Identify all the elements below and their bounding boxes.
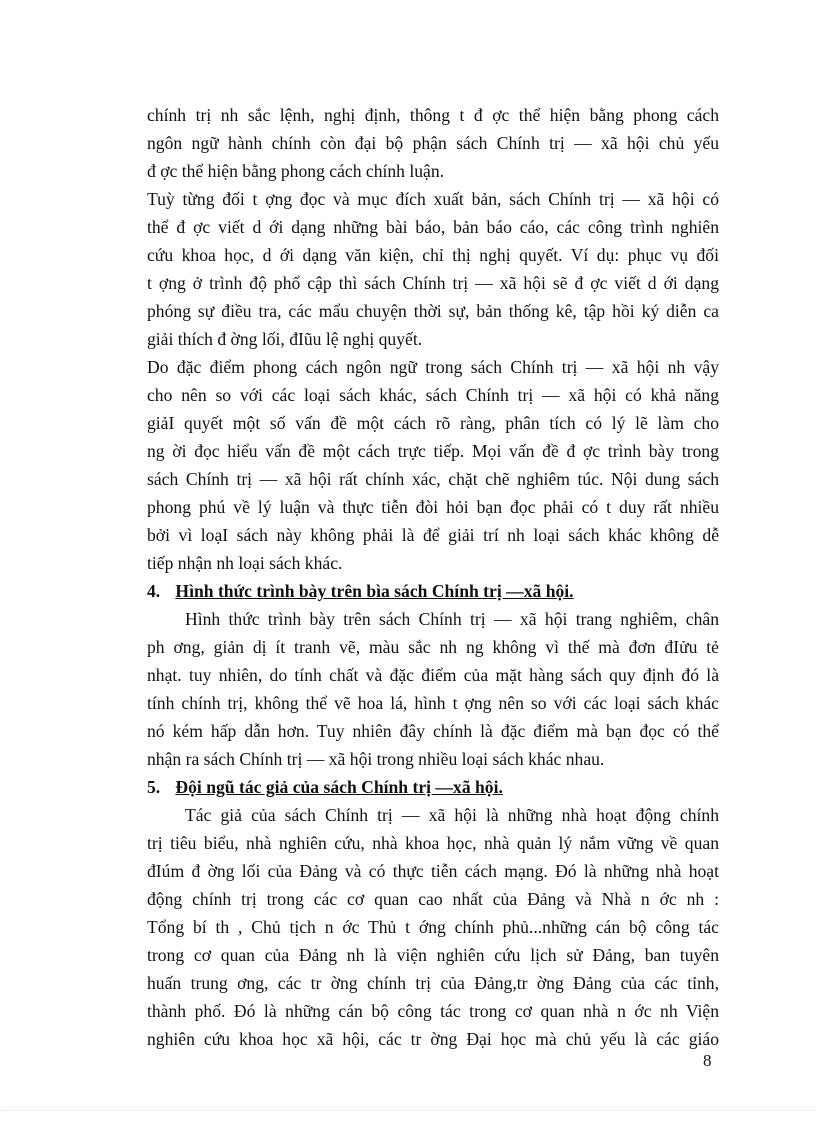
text-line: giảI quyết một số vấn đề một cách rõ ràng, phân tích có lý lẽ làm cho bbox=[147, 413, 719, 433]
text-line: bởi vì loạI sách này không phải là để giải trí nh loại sách khác không dễ bbox=[147, 525, 719, 545]
body-text bbox=[147, 101, 719, 1053]
footer-divider bbox=[0, 1110, 816, 1111]
text-line: sách Chính trị — xã hội rất chính xác, chặt chẽ nghiêm túc. Nội dung sách bbox=[147, 469, 719, 489]
text-line: trong cơ quan của Đảng nh là viện nghiên cứu lịch sử Đảng, ban tuyên bbox=[147, 945, 719, 965]
text-line: ng ời đọc hiểu vấn đề một cách trực tiếp. Mọi vấn đề đ ợc trình bày trong bbox=[147, 441, 719, 461]
text-line: phóng sự điều tra, các mẩu chuyện thời sự, bản thống kê, tập hồi ký diễn ca bbox=[147, 301, 719, 321]
text-line: đ ợc thể hiện bằng phong cách chính luận. bbox=[147, 161, 445, 181]
section-4-body bbox=[147, 605, 719, 773]
section-4-heading bbox=[147, 577, 719, 605]
text-line: Do đặc điểm phong cách ngôn ngữ trong sách Chính trị — xã hội nh vậy bbox=[147, 357, 719, 377]
text-line: đIúm đ ờng lối của Đảng và có thực tiễn cách mạng. Đó là những nhà hoạt bbox=[147, 861, 719, 881]
text-line: phong phú về lý luận và thực tiễn đòi hỏi bạn đọc phải có t duy rất nhiều bbox=[147, 497, 719, 517]
text-line: cho nên so với các loại sách khác, sách Chính trị — xã hội có khả năng bbox=[147, 385, 719, 405]
page-number: 8 bbox=[703, 1051, 712, 1070]
text-line: nhận ra sách Chính trị — xã hội trong nhiều loại sách khác nhau. bbox=[147, 749, 605, 769]
text-line: ngôn ngữ hành chính còn đại bộ phận sách Chính trị — xã hội chủ yếu bbox=[147, 133, 719, 153]
section-4-title: Hình thức trình bày trên bìa sách Chính trị —xã hội. bbox=[175, 581, 574, 601]
section-5-number: 5. bbox=[147, 777, 161, 797]
text-line: nhạt. tuy nhiên, do tính chất và đặc điểm của mặt hàng sách quy định đó là bbox=[147, 665, 719, 685]
text-line: tiếp nhận nh loại sách khác. bbox=[147, 553, 343, 573]
text-line: ph ơng, giản dị ít tranh vẽ, màu sắc nh ng không vì thế mà đơn đIửu tẻ bbox=[147, 637, 719, 657]
section-5-body bbox=[147, 801, 719, 1053]
text-line: chính trị nh sắc lệnh, nghị định, thông t đ ợc thể hiện bằng phong cách bbox=[147, 105, 719, 125]
section-5-title: Đội ngũ tác giả của sách Chính trị —xã hội. bbox=[175, 777, 503, 797]
text-line: tính chính trị, không thể vẽ hoa lá, hình t ợng nên so với các loại sách khác bbox=[147, 693, 719, 713]
text-line: nghiên cứu khoa học xã hội, các tr ờng Đại học mà chủ yếu là các giáo bbox=[147, 1029, 719, 1049]
text-line: nó kém hấp dẫn hơn. Tuy nhiên đây chính là đặc điểm mà bạn đọc có thể bbox=[147, 721, 719, 741]
text-line: t ợng ở trình độ phổ cập thì sách Chính trị — xã hội sẽ đ ợc viết d ới dạng bbox=[147, 273, 719, 293]
section-5-heading bbox=[147, 773, 719, 801]
section-4-number: 4. bbox=[147, 581, 161, 601]
text-line: thành phố. Đó là những cán bộ công tác trong cơ quan nhà n ớc nh Viện bbox=[147, 1001, 719, 1021]
text-line: trị tiêu biểu, nhà nghiên cứu, nhà khoa học, nhà quản lý nắm vững về quan bbox=[147, 833, 719, 853]
text-line: Tổng bí th , Chủ tịch n ớc Thủ t ớng chính phủ...những cán bộ công tác bbox=[147, 917, 719, 937]
text-line: động chính trị trong các cơ quan cao nhất của Đảng và Nhà n ớc nh : bbox=[147, 889, 719, 909]
text-line: cứu khoa học, d ới dạng văn kiện, chỉ thị nghị quyết. Ví dụ: phục vụ đối bbox=[147, 245, 719, 265]
text-line: Tuỳ từng đối t ợng đọc và mục đích xuất bản, sách Chính trị — xã hội có bbox=[147, 189, 719, 209]
text-line: huấn trung ơng, các tr ờng chính trị của Đảng,tr ờng Đảng của các tỉnh, bbox=[147, 973, 719, 993]
text-line: thể đ ợc viết d ới dạng những bài báo, bản báo cáo, các công trình nghiên bbox=[147, 217, 719, 237]
intro-paragraphs bbox=[147, 101, 719, 577]
text-line: giải thích đ ờng lối, đIũu lệ nghị quyết. bbox=[147, 329, 423, 349]
text-line: Tác giả của sách Chính trị — xã hội là những nhà hoạt động chính bbox=[185, 805, 719, 825]
text-line: Hình thức trình bày trên sách Chính trị — xã hội trang nghiêm, chân bbox=[185, 609, 719, 629]
